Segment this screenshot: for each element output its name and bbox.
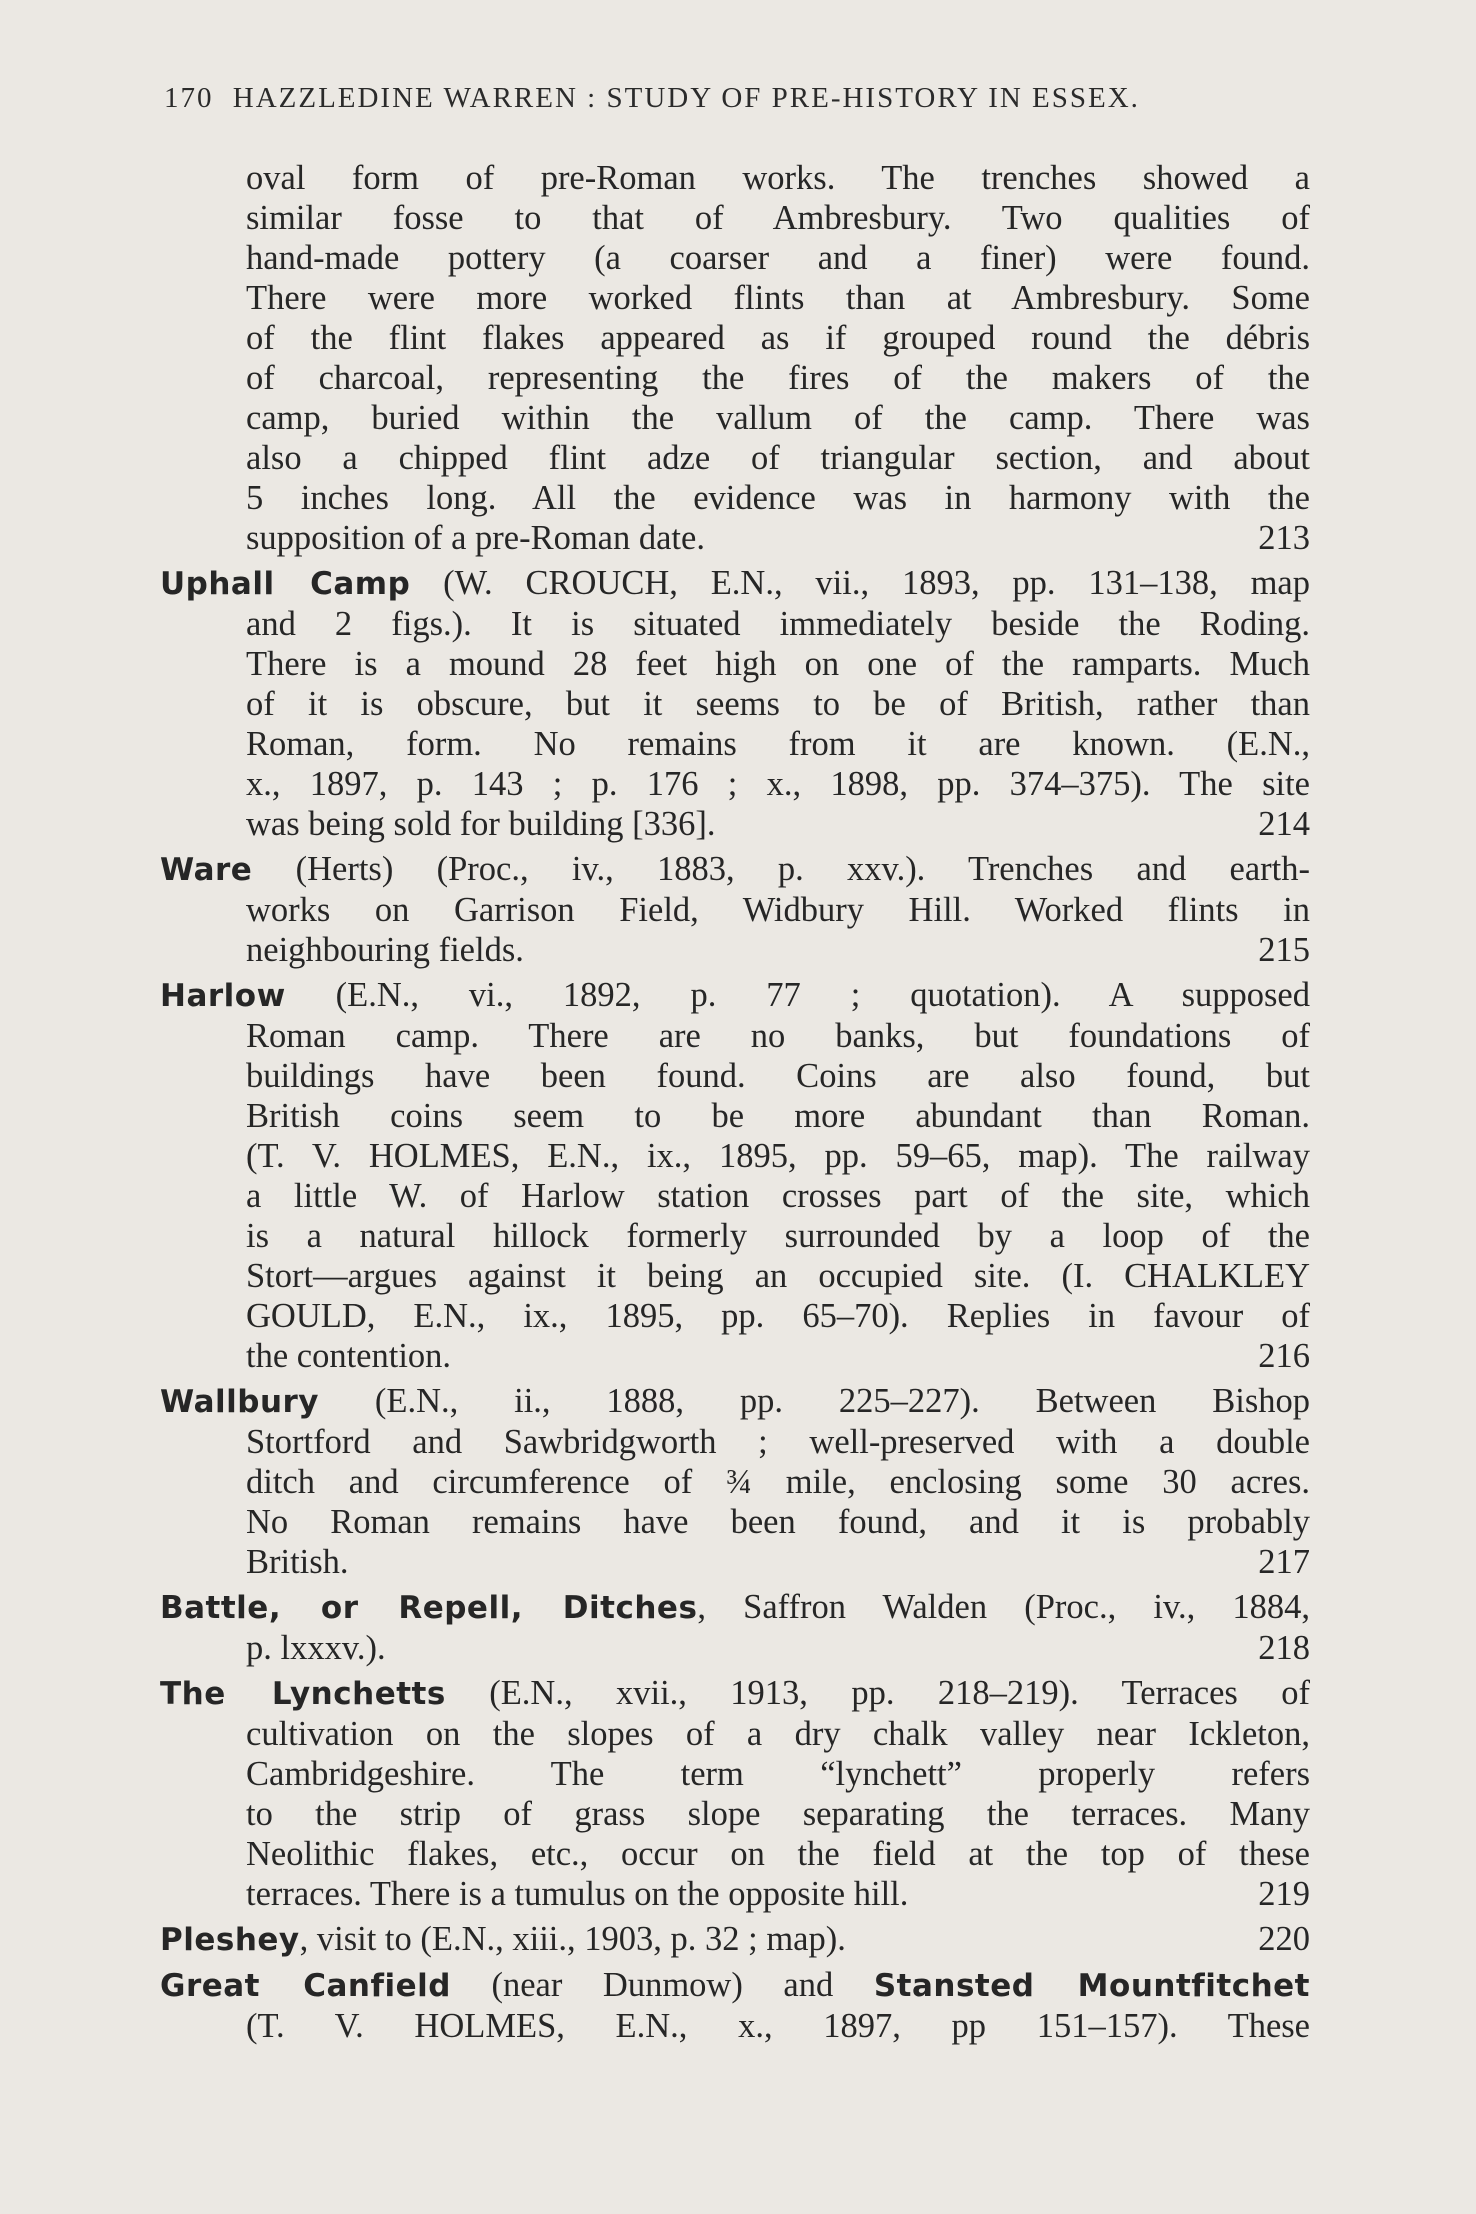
entry-lynchetts [160, 1673, 1310, 1914]
entry-first-line [160, 563, 1310, 604]
entry-first-text: (E.N., ii., 1888, pp. 225–227). Between Bishop [319, 1382, 1310, 1420]
entry-first-line [160, 1673, 1310, 1714]
entry-first-line [160, 1965, 1310, 2006]
text-line: also a chipped flint adze of triangular section, and about [246, 439, 1310, 477]
running-title: HAZZLEDINE WARREN : STUDY OF PRE-HISTORY IN ESSEX. [232, 82, 1140, 114]
text-line: Neolithic flakes, etc., occur on the field at the top of these [246, 1835, 1310, 1873]
entry-first-line [160, 1919, 1310, 1960]
text-line: a little W. of Harlow station crosses part of the site, which [246, 1177, 1310, 1215]
entry-first-line [160, 975, 1310, 1016]
text-line: to the strip of grass slope separating the terraces. Many [246, 1795, 1310, 1833]
text-line: buildings have been found. Coins are also found, but [246, 1057, 1310, 1095]
text-line [246, 1542, 1310, 1582]
text-line: and 2 figs.). It is situated immediately beside the Roding. [246, 605, 1310, 643]
entry-heading: Wallbury [160, 1384, 320, 1420]
entry-heading: Great Canfield [160, 1968, 451, 2004]
entry-battle-ditches [160, 1587, 1310, 1668]
entry-great-canfield [160, 1965, 1310, 2046]
entry-number: 218 [1258, 1629, 1310, 1667]
page-number: 170 [164, 82, 214, 114]
entry-heading: Pleshey [160, 1922, 300, 1958]
text-line: of it is obscure, but it seems to be of British, rather than [246, 685, 1310, 723]
entry-number: 214 [1258, 805, 1310, 843]
text-line: x., 1897, p. 143 ; p. 176 ; x., 1898, pp. 374–375). The site [246, 765, 1310, 803]
text-line: similar fosse to that of Ambresbury. Two qualities of [246, 199, 1310, 237]
text-line-content: British. [246, 1543, 349, 1581]
text-line: (T. V. HOLMES, E.N., x., 1897, pp 151–157). These [246, 2007, 1310, 2045]
entry-number: 219 [1258, 1875, 1310, 1913]
text-line: Cambridgeshire. The term “lynchett” properly refers [246, 1755, 1310, 1793]
text-line: camp, buried within the vallum of the camp. There was [246, 399, 1310, 437]
page-body [160, 158, 1310, 2051]
text-line [246, 930, 1310, 970]
entry-pleshey [160, 1919, 1310, 1960]
entry-heading: Battle, or Repell, Ditches [160, 1590, 698, 1626]
text-line-content: supposition of a pre-Roman date. [246, 519, 705, 557]
text-line: cultivation on the slopes of a dry chalk valley near Ickleton, [246, 1715, 1310, 1753]
text-line [246, 518, 1310, 558]
text-line: GOULD, E.N., ix., 1895, pp. 65–70). Replies in favour of [246, 1297, 1310, 1335]
entry-first-line [160, 1381, 1310, 1422]
entry-number: 215 [1258, 931, 1310, 969]
text-line: There is a mound 28 feet high on one of the ramparts. Much [246, 645, 1310, 683]
entry-first-text: (E.N., xvii., 1913, pp. 218–219). Terraces of [445, 1674, 1310, 1712]
text-line [246, 1628, 1310, 1668]
entry-number: 213 [1258, 519, 1310, 557]
entry-first-text: (E.N., vi., 1892, p. 77 ; quotation). A supposed [285, 976, 1310, 1014]
entry-harlow [160, 975, 1310, 1376]
text-line [246, 1336, 1310, 1376]
text-line: ditch and circumference of ¾ mile, enclosing some 30 acres. [246, 1463, 1310, 1501]
running-head [164, 82, 1314, 115]
text-line [246, 804, 1310, 844]
text-line-content: the contention. [246, 1337, 452, 1375]
text-line: (T. V. HOLMES, E.N., ix., 1895, pp. 59–65, map). The railway [246, 1137, 1310, 1175]
text-line: Roman, form. No remains from it are known. (E.N., [246, 725, 1310, 763]
entry-heading-second: Stansted Mountfitchet [873, 1968, 1310, 2004]
entry-heading: Uphall Camp [160, 566, 411, 602]
text-line: Stortford and Sawbridgworth ; well-preserved with a double [246, 1423, 1310, 1461]
text-line-content: was being sold for building [336]. [246, 805, 716, 843]
continued-entry [160, 158, 1310, 558]
text-line [246, 1874, 1310, 1914]
entry-uphall-camp [160, 563, 1310, 844]
entry-first-text: (near Dunmow) and [450, 1966, 874, 2004]
entry-heading: The Lynchetts [160, 1676, 446, 1712]
text-line: hand-made pottery (a coarser and a finer) were found. [246, 239, 1310, 277]
text-line: 5 inches long. All the evidence was in harmony with the [246, 479, 1310, 517]
entry-wallbury [160, 1381, 1310, 1582]
text-line: oval form of pre-Roman works. The trenches showed a [246, 159, 1310, 197]
entry-heading: Harlow [160, 978, 286, 1014]
text-line: Stort—argues against it being an occupied site. (I. CHALKLEY [246, 1257, 1310, 1295]
text-line-content: neighbouring fields. [246, 931, 524, 969]
text-line: is a natural hillock formerly surrounded by a loop of the [246, 1217, 1310, 1255]
text-line: No Roman remains have been found, and it is probably [246, 1503, 1310, 1541]
entry-first-line [160, 1587, 1310, 1628]
entry-first-line [160, 849, 1310, 890]
text-line: There were more worked flints than at Ambresbury. Some [246, 279, 1310, 317]
entry-number: 220 [1258, 1920, 1310, 1958]
text-line: of the flint flakes appeared as if grouped round the débris [246, 319, 1310, 357]
text-line: British coins seem to be more abundant than Roman. [246, 1097, 1310, 1135]
text-line-content: p. lxxxv.). [246, 1629, 386, 1667]
entry-heading: Ware [160, 852, 253, 888]
entry-first-text: , visit to (E.N., xiii., 1903, p. 32 ; map). [299, 1920, 846, 1958]
text-line-content: terraces. There is a tumulus on the opposite hill. [246, 1875, 909, 1913]
entry-first-text: , Saffron Walden (Proc., iv., 1884, [697, 1588, 1310, 1626]
entry-number: 216 [1258, 1337, 1310, 1375]
text-line: of charcoal, representing the fires of the makers of the [246, 359, 1310, 397]
entry-first-text: (W. CROUCH, E.N., vii., 1893, pp. 131–138, map [410, 564, 1310, 602]
entry-ware [160, 849, 1310, 970]
entry-first-text: (Herts) (Proc., iv., 1883, p. xxv.). Trenches and earth- [252, 850, 1310, 888]
text-line: Roman camp. There are no banks, but foundations of [246, 1017, 1310, 1055]
text-line: works on Garrison Field, Widbury Hill. Worked flints in [246, 891, 1310, 929]
entry-number: 217 [1258, 1543, 1310, 1581]
